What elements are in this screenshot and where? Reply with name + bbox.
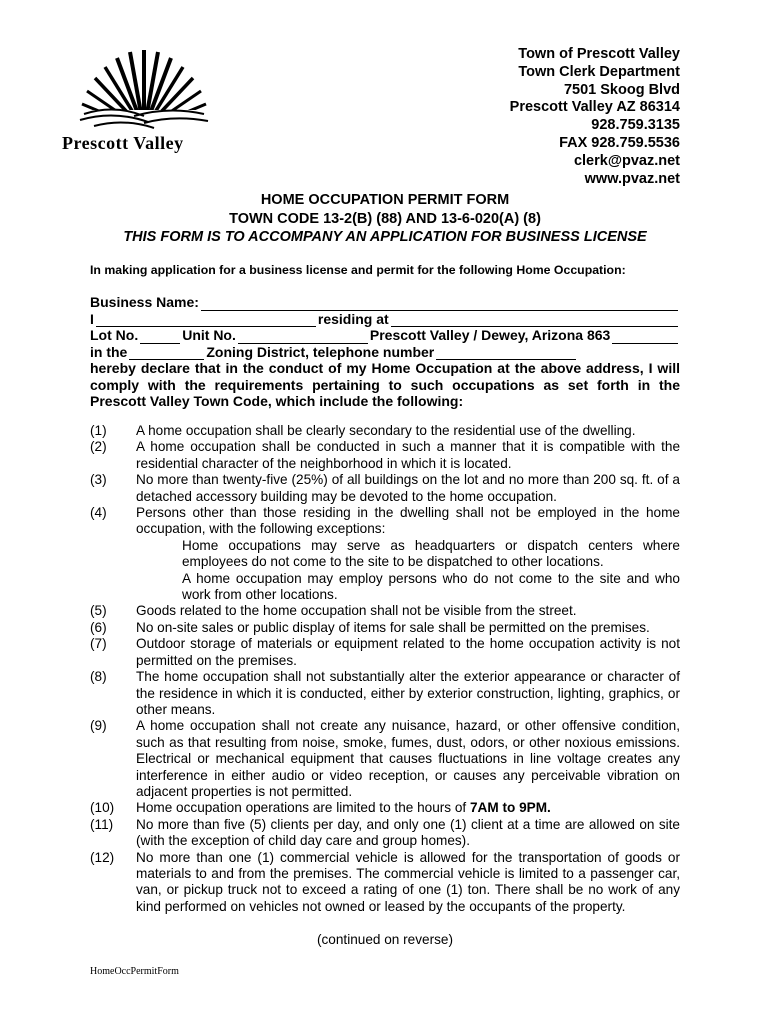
business-name-field[interactable] — [201, 297, 678, 311]
item-text: No on-site sales or public display of items for sale shall be permitted on the premises. — [136, 619, 650, 635]
footer-filename: HomeOccPermitForm — [90, 966, 179, 977]
item-number: (3) — [90, 472, 107, 488]
telephone-field[interactable] — [436, 346, 576, 360]
address-line: Town of Prescott Valley — [518, 46, 680, 62]
requirements-list — [90, 423, 680, 915]
sunburst-logo-icon — [74, 44, 214, 136]
intro-text: In making application for a business license and permit for the following Home Occupation: — [90, 263, 626, 277]
lot-label: Lot No. — [90, 327, 139, 343]
item-text: A home occupation shall be conducted in such a manner that it is compatible with the residential character of the neighborhood in which it is located. — [136, 439, 680, 471]
lot-number-field[interactable] — [140, 330, 180, 344]
list-item — [90, 472, 680, 505]
form-title — [80, 191, 690, 247]
list-item — [90, 620, 680, 636]
exceptions-list — [136, 538, 680, 604]
hours-text: Home occupation operations are limited to the hours of — [136, 800, 470, 816]
unit-label: Unit No. — [182, 327, 236, 343]
title-line-2: TOWN CODE 13-2(B) (88) AND 13-6-020(A) (8) — [229, 210, 541, 227]
title-line-3: THIS FORM IS TO ACCOMPANY AN APPLICATION FOR BUSINESS LICENSE — [123, 229, 647, 245]
item-number: (7) — [90, 636, 107, 652]
in-the-label: in the — [90, 343, 128, 360]
list-item — [90, 603, 680, 619]
exception-item: A home occupation may employ persons who do not come to the site and who work from other locations. — [182, 570, 680, 603]
item-text: No more than five (5) clients per day, and only one (1) client at a time are allowed on site (with the exception of child day care and group homes). — [136, 816, 680, 849]
item-text: A home occupation shall be clearly secondary to the residential use of the dwelling. — [136, 423, 636, 438]
address-line: Prescott Valley AZ 86314 — [509, 99, 680, 116]
applicant-label: I — [90, 310, 94, 327]
title-line-1: HOME OCCUPATION PERMIT FORM — [260, 192, 510, 208]
continued-note: (continued on reverse) — [316, 932, 453, 947]
item-text: A home occupation shall not create any nuisance, hazard, or other offensive condition, such as that resulting from noise, smoke, fumes, dust, odors, or other noxious emissions. Electrical or mechanical equipment that causes fluctuations in line voltage creates any interference in either audio or video reception, or causes any perceivable vibration on adjacent properties is not permitted. — [136, 718, 680, 799]
unit-number-field[interactable] — [238, 330, 368, 344]
item-text: Goods related to the home occupation shall not be visible from the street. — [136, 603, 577, 619]
fax-number: FAX 928.759.5536 — [559, 134, 680, 151]
list-item — [90, 817, 680, 850]
address-block — [510, 46, 680, 188]
item-text: Persons other than those residing in the dwelling shall not be employed in the home occupation, with the following exceptions: — [136, 505, 680, 537]
applicant-fields — [90, 294, 680, 410]
business-name-label: Business Name: — [90, 294, 199, 310]
item-number: (11) — [90, 816, 114, 832]
phone-number: 928.759.3135 — [591, 117, 680, 134]
item-number: (6) — [90, 619, 107, 635]
city-label: Prescott Valley / Dewey, Arizona 863 — [369, 327, 611, 343]
item-number: (8) — [90, 669, 107, 685]
item-number: (5) — [90, 603, 107, 619]
address-line: 7501 Skoog Blvd — [563, 81, 680, 98]
list-item — [90, 423, 680, 439]
list-item — [90, 505, 680, 538]
item-text — [136, 800, 680, 816]
zoning-label: Zoning District, telephone number — [206, 343, 435, 360]
email-address: clerk@pvaz.net — [573, 152, 680, 169]
list-item — [90, 636, 680, 669]
item-text: The home occupation shall not substantially alter the exterior appearance or character of the residence in which it is conducted, either by exterior construction, lighting, graphics, or other means. — [136, 669, 680, 717]
item-number: (1) — [90, 423, 107, 438]
list-item — [90, 718, 680, 800]
logo-wordmark: Prescott Valley — [62, 133, 184, 153]
town-logo — [62, 44, 222, 156]
list-item — [90, 669, 680, 718]
website: www.pvaz.net — [584, 170, 680, 187]
exception-item: Home occupations may serve as headquarters or dispatch centers where employees do not come to the site to be dispatched to other locations. — [182, 537, 680, 570]
declaration-text: hereby declare that in the conduct of my Home Occupation at the above address, I will comply with the requirements pertaining to such occupations as set forth in the Prescott Valley Town Code, which include the following: — [90, 360, 680, 409]
list-item — [90, 439, 680, 472]
zoning-district-field[interactable] — [129, 346, 204, 360]
hours-value: 7AM to 9PM. — [470, 800, 551, 816]
item-text: No more than twenty-five (25%) of all buildings on the lot and no more than 200 sq. ft. of a detached accessory building may be devoted to the home occupation. — [136, 472, 680, 504]
address-field[interactable] — [391, 313, 678, 327]
zip-field[interactable] — [612, 330, 678, 344]
list-item — [90, 800, 680, 816]
residing-label: residing at — [317, 310, 389, 327]
item-number: (2) — [90, 439, 107, 455]
item-number: (12) — [90, 849, 115, 865]
item-text: No more than one (1) commercial vehicle is allowed for the transportation of goods or materials to and from the premises. The commercial vehicle is limited to a passenger car, van, or pickup truck not to exceed a rating of one (1) ton. There shall be no work of any kind performed on vehicles not owned or leased by the occupants of the property. — [136, 849, 680, 914]
address-line: Town Clerk Department — [518, 63, 680, 80]
item-number: (10) — [90, 800, 115, 816]
applicant-name-field[interactable] — [96, 313, 316, 327]
list-item — [90, 850, 680, 916]
item-number: (4) — [90, 505, 107, 521]
item-number: (9) — [90, 718, 107, 734]
item-text: Outdoor storage of materials or equipment related to the home occupation activity is not permitted on the premises. — [136, 636, 680, 668]
